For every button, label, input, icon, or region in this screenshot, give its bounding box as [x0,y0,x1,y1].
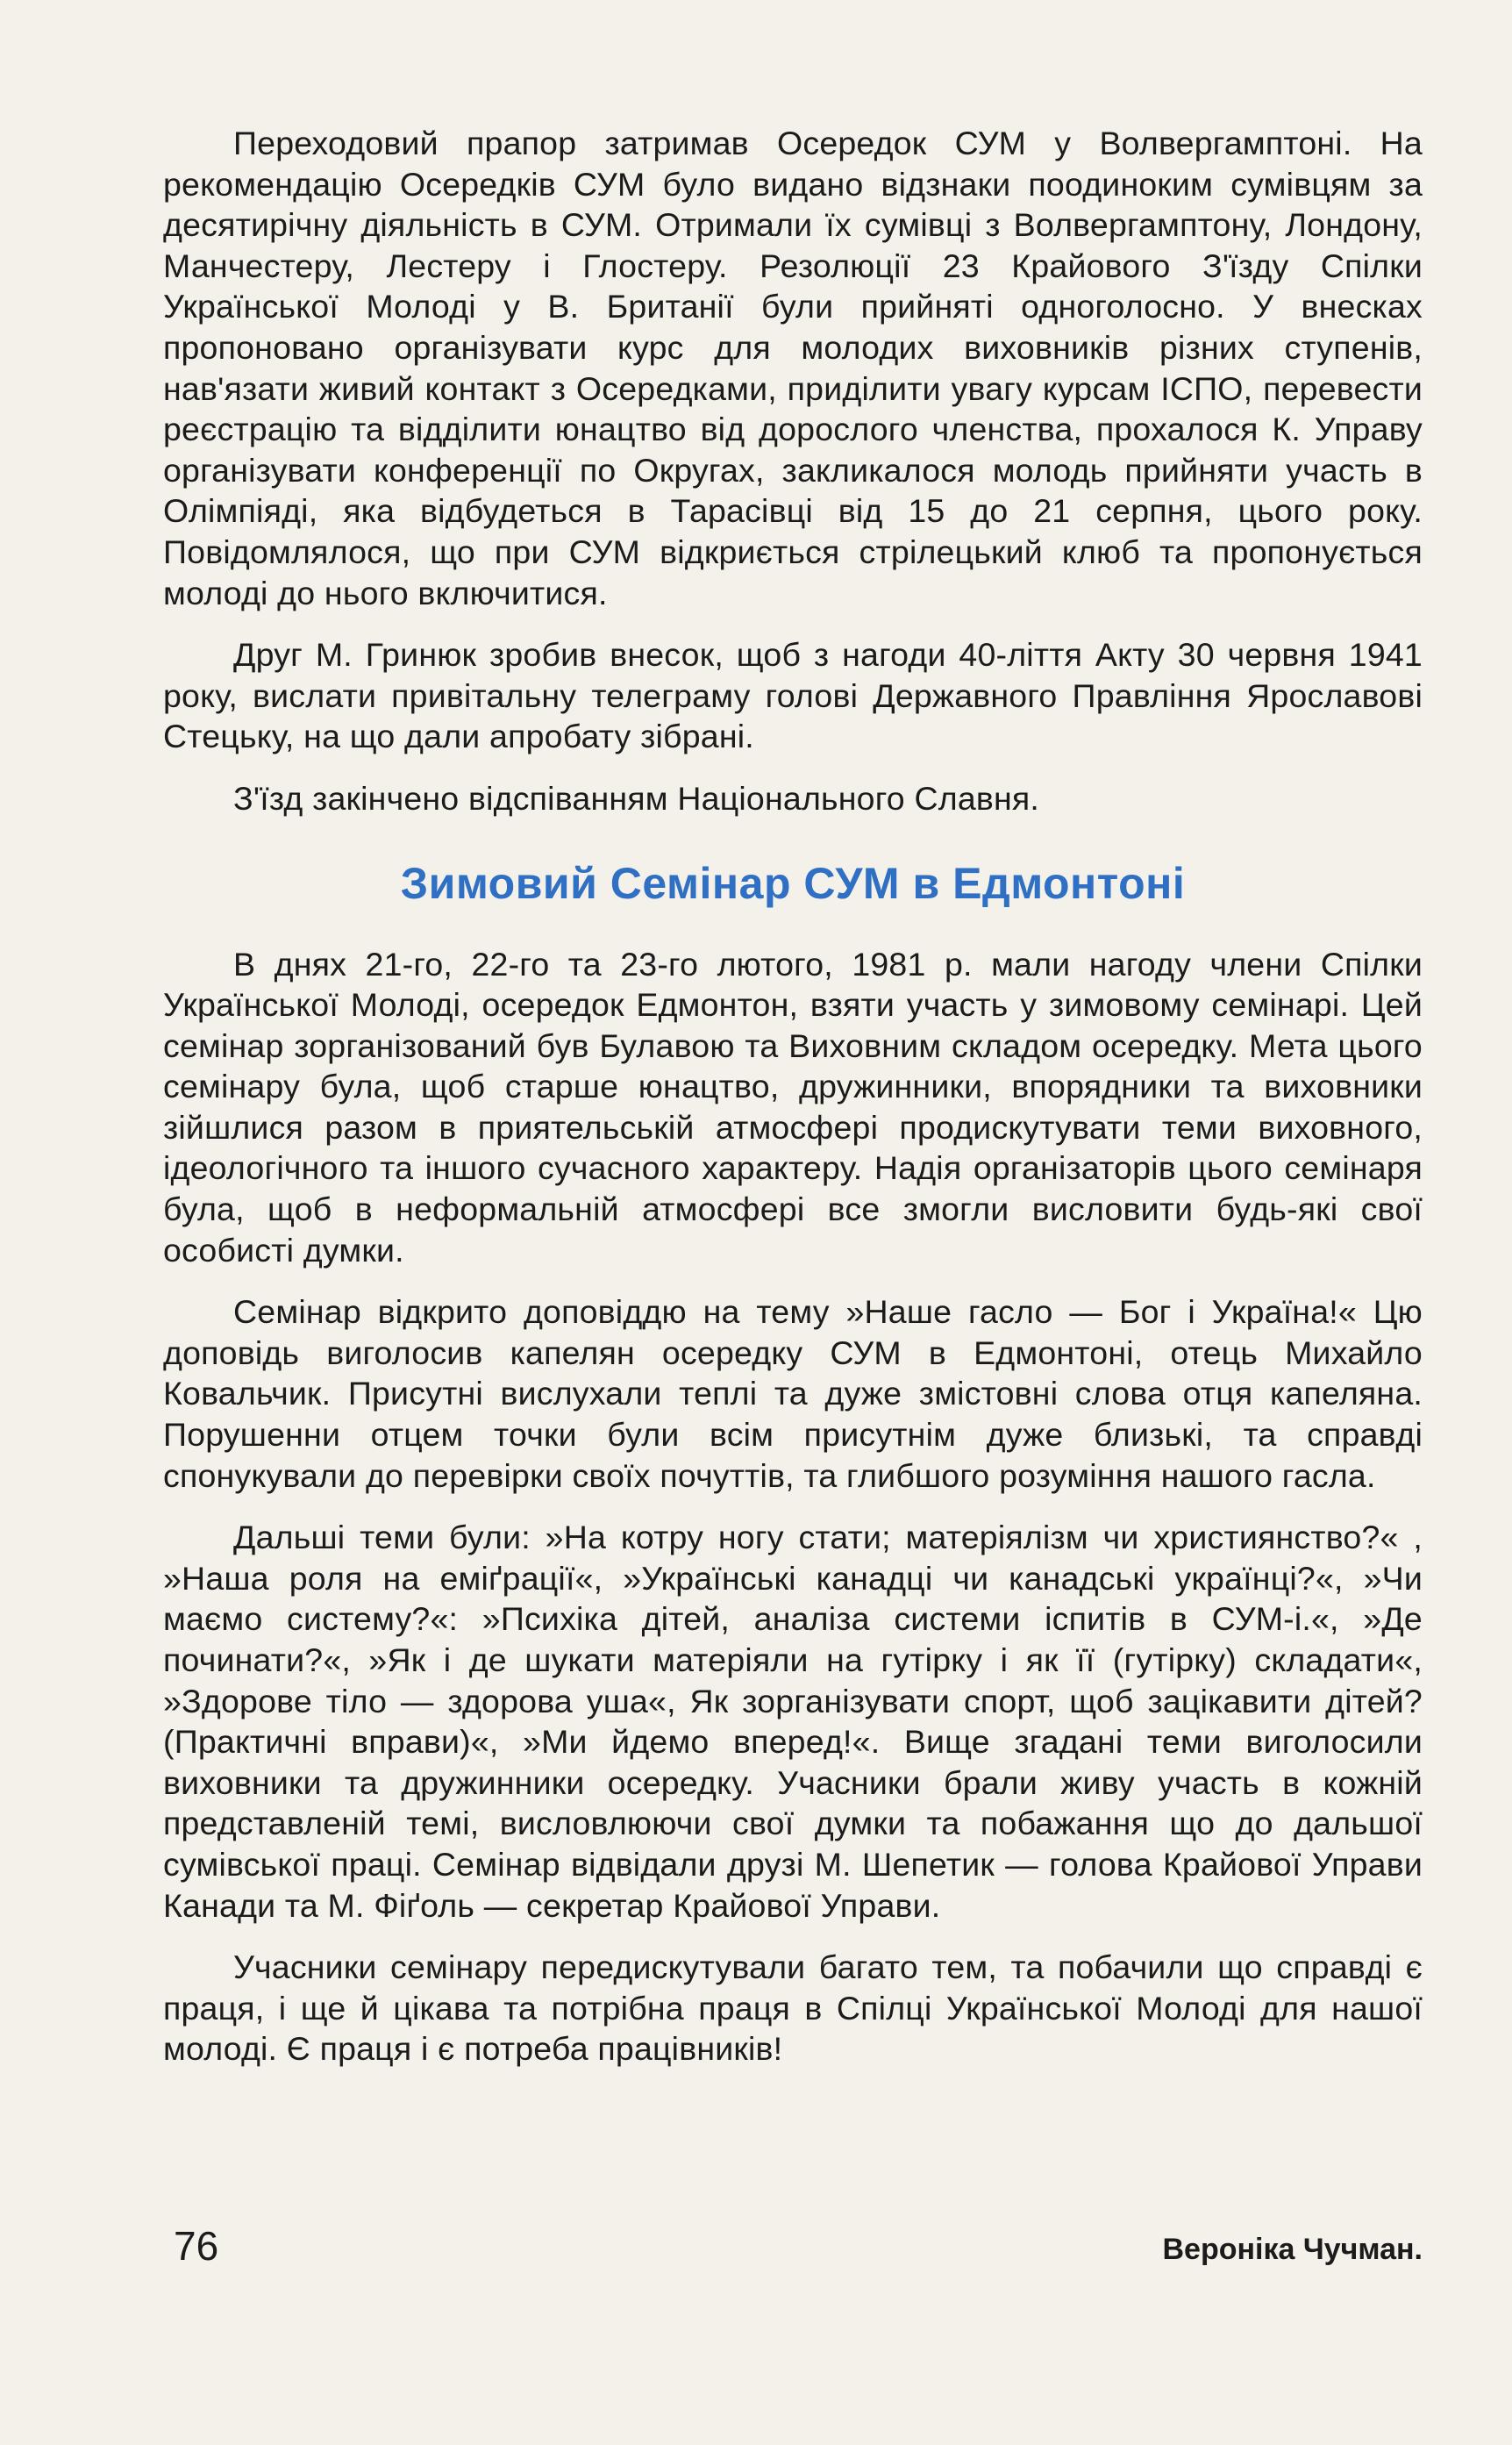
author-signature: Вероніка Чучман. [1162,2233,1423,2266]
paragraph-seminar-intro: В днях 21-го, 22-го та 23-го лютого, 1981 р. мали нагоду члени Спілки Української Молоді, осередок Едмонтон, взяти участь у зимовому семінарі. Цей семінар зорганізований був Булавою та Виховним складом осередку. Мета цього семінару була, щоб старше юнацтво, дружинники, впорядники та виховники зійшлися разом в приятельській атмосфері продискутувати теми виховного, ідеологічного та іншого сучасного характеру. Надія організаторів цього семінаря була, щоб в неформальній атмосфері все змогли висловити будь-які свої особисті думки. [163,945,1423,1269]
page-number: 76 [174,2223,219,2269]
paragraph-congress-summary: Переходовий прапор затримав Осередок СУМ у Волвергамптоні. На рекомендацію Осередків СУМ було видано відзнаки поодиноким сумівцям за десятирічну діяльність в СУМ. Отримали їх сумівці з Волвергамптону, Лондону, Манчестеру, Лестеру і Глостеру. Резолюції 23 Крайового З'їзду Спілки Української Молоді у В. Британії були прийняті одноголосно. У внесках пропоновано організувати курс для молодих виховників різних ступенів, нав'язати живий контакт з Осередками, приділити увагу курсам ІСПО, перевести реєстрацію та відділити юнацтво від дорослого членства, прохалося К. Управу організувати конференції по Округах, закликалося молодь прийняти участь в Олімпіяді, яка відбудеться в Тарасівці від 15 до 21 серпня, цього року. Повідомлялося, що при СУМ відкриється стрілецький клюб та пропонується молоді до нього включитися. [163,125,1423,611]
paragraph-seminar-topics: Дальші теми були: »На котру ногу стати; матеріялізм чи християнство?« , »Наша роля на еміґрації«, »Українські канадці чи канадські українці?«, »Чи маємо систему?«: »Психіка дітей, аналіза системи іспитів в СУМ-і.«, »Де починати?«, »Як і де шукати матеріяли на гутірку і як її (гутірку) складати«, »Здорове тіло — здорова уша«, Як зорганізувати спорт, щоб зацікавити дітей? (Практичні вправи)«, »Ми йдемо вперед!«. Вище згадані теми виголосили виховники та дружинники осередку. Учасники брали живу участь в кожній представленій темі, висловлюючи свої думки та побажання що до дальшої сумівської праці. Семінар відвідали друзі М. Шепетик — голова Крайової Управи Канади та М. Фіґоль — секретар Крайової Управи. [163,1519,1423,1924]
section-heading: Зимовий Семінар СУМ в Едмонтоні [400,858,1186,908]
paragraph-congress-closing: З'їзд закінчено відспіванням Національного Славня. [233,779,1040,817]
paragraph-telegram: Друг М. Гринюк зробив внесок, щоб з нагоди 40-ліття Акту 30 червня 1941 року, вислати привітальну телеграму голові Державного Правління Ярославові Стецьку, на що дали апробату зібрані. [163,636,1423,755]
paragraph-seminar-conclusion: Учасники семінару передискутували багато тем, та побачили що справді є праця, і ще й цікава та потрібна праця в Спілці Української Молоді для нашої молоді. Є праця і є потреба працівників! [163,1948,1423,2068]
page-footer [163,2220,1423,2272]
article-body [163,123,1423,2070]
paragraph-seminar-opening: Семінар відкрито доповіддю на тему »Наше гасло — Бог і Україна!« Цю доповідь виголосив капелян осередку СУМ в Едмонтоні, отець Михайло Ковальчик. Присутні вислухали теплі та дуже змістовні слова отця капеляна. Порушенни отцем точки були всім присутнім дуже близькі, та справді спонукували до перевірки своїх почуттів, та глибшого розуміння нашого гасла. [163,1293,1423,1494]
